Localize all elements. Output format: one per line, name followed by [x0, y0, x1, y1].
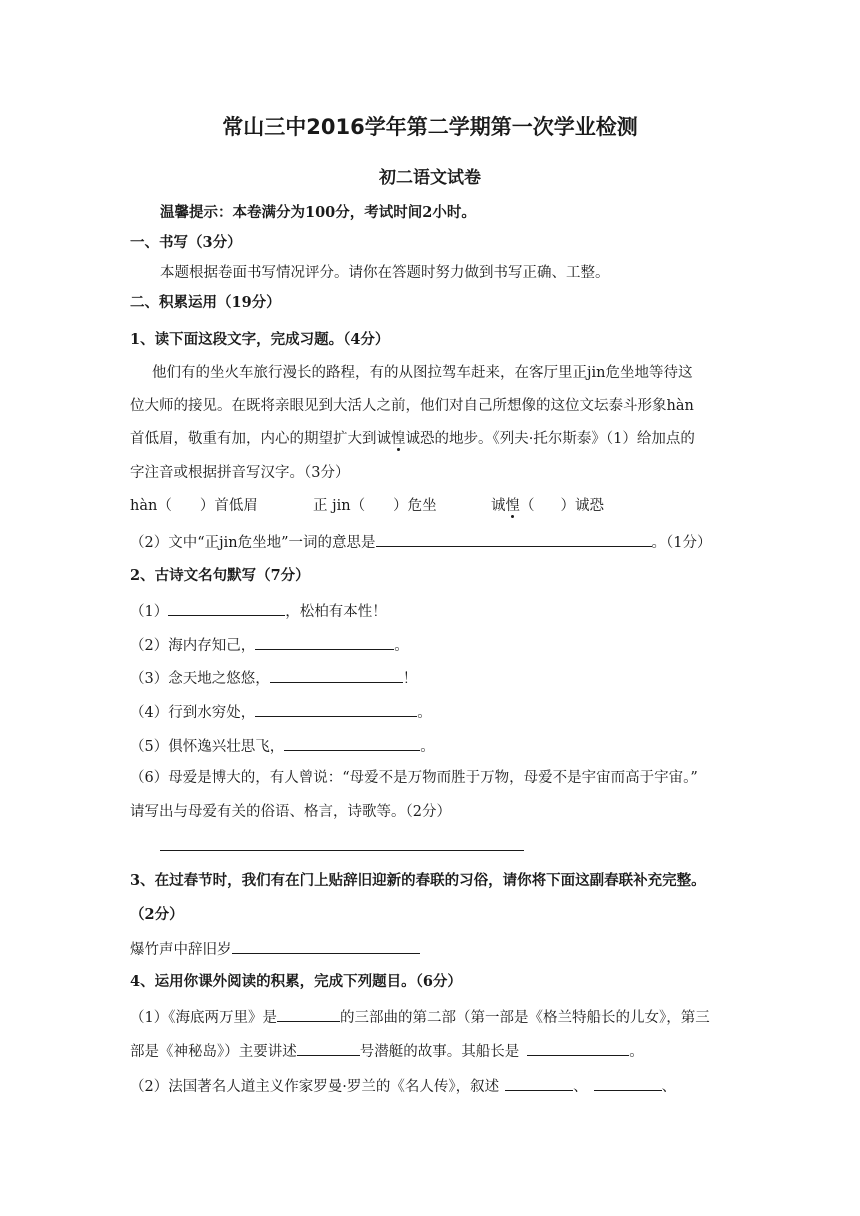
- answer-blank[interactable]: [277, 1006, 340, 1022]
- blank-label: ）诚恐: [560, 498, 604, 514]
- passage-line-2: 位大师的接见。在既将亲眼见到大活人之前，他们对自己所想像的这位文坛泰斗形象hàn: [130, 398, 694, 414]
- item-text: ！: [402, 671, 418, 687]
- question-text: 号潜艇的故事。其船长是: [359, 1044, 520, 1060]
- passage-line-1: 他们有的坐火车旅行漫长的路程，有的从图拉驾车赶来，在客厅里正jin危坐地等待这: [152, 365, 693, 381]
- blank-label: （: [520, 498, 535, 514]
- page-title: 常山三中2016学年第二学期第一次学业检测: [222, 115, 638, 139]
- question-1-heading: 1、读下面这段文字，完成习题。（4分）: [130, 331, 390, 348]
- item-text: （1）: [130, 604, 169, 620]
- answer-blank[interactable]: [270, 667, 403, 683]
- question-text: （1）《海底两万里》是: [130, 1010, 277, 1026]
- question-4-heading: 4、运用你课外阅读的积累，完成下列题目。（6分）: [130, 973, 462, 990]
- poem-item-6-line-2: 请写出与母爱有关的俗语、格言，诗歌等。（2分）: [130, 804, 451, 820]
- answer-blank[interactable]: [232, 938, 420, 954]
- question-3-heading-line-2: （2分）: [130, 906, 184, 923]
- poem-item-1: [130, 600, 387, 622]
- question-3-heading-line-1: 3、在过春节时，我们有在门上贴辞旧迎新的春联的习俗，请你将下面这副春联补充完整。: [130, 872, 706, 889]
- question-text: 。: [629, 1044, 644, 1060]
- item-text: （5）俱怀逸兴壮思飞，: [130, 739, 285, 755]
- passage-text: 首低眉，敬重有加，内心的期望扩大到诚: [130, 431, 391, 447]
- answer-blank[interactable]: [594, 1075, 662, 1091]
- blank-label: ）首低眉: [199, 498, 258, 514]
- item-text: ，松柏有本性！: [285, 604, 387, 620]
- answer-blank[interactable]: [376, 531, 652, 547]
- answer-blank[interactable]: [297, 1040, 360, 1056]
- couplet-text: 爆竹声中辞旧岁: [130, 942, 232, 958]
- section-2-heading: 二、积累运用（19分）: [130, 294, 281, 311]
- section-1-text: 本题根据卷面书写情况评分。请你在答题时努力做到书写正确、工整。: [160, 265, 610, 281]
- question-text: 。（1分）: [651, 535, 712, 551]
- blank-label: ）危坐: [393, 498, 437, 514]
- dotted-char: 惶: [391, 431, 406, 447]
- question-4-sub-2-line-1: [130, 1075, 676, 1097]
- blank-label: 诚: [491, 498, 506, 514]
- question-text: 、: [573, 1079, 588, 1095]
- question-text: 、: [661, 1079, 677, 1095]
- question-4-sub-1-line-2: [130, 1040, 644, 1062]
- item-text: 。: [420, 739, 435, 755]
- blank-label: 正 jin（: [313, 498, 366, 514]
- item-text: （2）海内存知己，: [130, 638, 256, 654]
- question-text: 的三部曲的第二部（第一部是《格兰特船长的儿女》，第三: [339, 1010, 710, 1026]
- passage-line-4: 字注音或根据拼音写汉字。（3分）: [130, 465, 350, 481]
- passage-text: 诚恐的地步。《列夫·托尔斯泰》（1）给加点的: [405, 431, 695, 447]
- question-4-sub-1-line-1: [130, 1006, 710, 1028]
- answer-blank[interactable]: [255, 634, 394, 650]
- couplet-line: [130, 938, 420, 960]
- question-text: 部是《神秘岛》）主要讲述: [130, 1044, 297, 1060]
- question-2-heading: 2、古诗文名句默写（7分）: [130, 567, 310, 584]
- question-1-sub-2: [130, 531, 712, 553]
- poem-item-2: [130, 634, 409, 656]
- section-1-heading: 一、书写（3分）: [130, 234, 242, 251]
- question-text: （2）文中“正jin危坐地”一词的意思是: [130, 535, 376, 551]
- blank-label: hàn（: [130, 498, 172, 514]
- blank-huang[interactable]: [491, 496, 604, 516]
- answer-blank[interactable]: [255, 701, 417, 717]
- passage-line-3: [130, 429, 695, 449]
- item-text: （4）行到水穷处，: [130, 705, 256, 721]
- blank-jin[interactable]: [313, 496, 437, 516]
- poem-item-4: [130, 701, 432, 723]
- question-text: （2）法国著名人道主义作家罗曼·罗兰的《名人传》，叙述: [130, 1079, 500, 1095]
- item-text: 。: [417, 705, 432, 721]
- answer-blank[interactable]: [527, 1040, 629, 1056]
- exam-notice: 温馨提示：本卷满分为100分，考试时间2小时。: [160, 204, 476, 221]
- poem-item-5: [130, 735, 435, 757]
- dotted-char: 惶: [505, 498, 520, 514]
- item-text: （3）念天地之悠悠，: [130, 671, 270, 687]
- poem-item-3: [130, 667, 417, 689]
- item-text: 。: [394, 638, 409, 654]
- answer-blank[interactable]: [505, 1075, 573, 1091]
- poem-item-6-line-1: （6）母爱是博大的，有人曾说：“母爱不是万物而胜于万物，母爱不是宇宙而高于宇宙。”: [130, 770, 698, 786]
- blank-han[interactable]: [130, 496, 258, 516]
- answer-blank[interactable]: [168, 600, 285, 616]
- answer-line[interactable]: [160, 850, 524, 851]
- page-subtitle: 初二语文试卷: [379, 168, 481, 188]
- answer-blank[interactable]: [284, 735, 420, 751]
